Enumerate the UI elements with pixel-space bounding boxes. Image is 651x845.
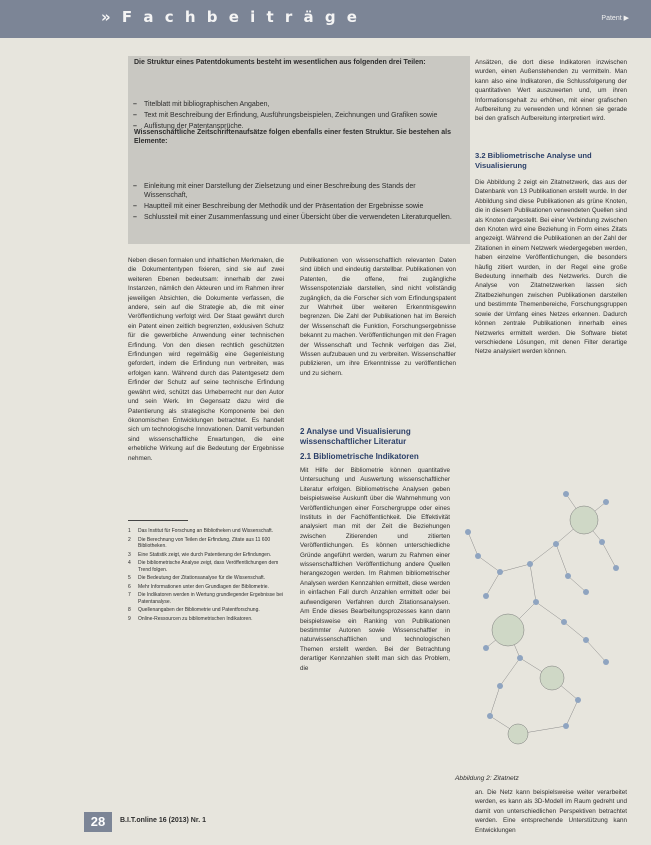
footnote-text: Mehr Informationen unter den Grundlagen der Bibliometrie. (138, 583, 269, 590)
subsection-heading: 2.1 Bibliometrische Indikatoren (300, 452, 419, 461)
footnote-text: Die Berechnung von Teilen der Erfindung, Zitate aus 11 600 Bibliotheken. (138, 536, 271, 549)
section-title: » F a c h b e i t r ä g e (101, 8, 360, 26)
footnote-number: 6 (128, 583, 131, 590)
footnote-number: 1 (128, 528, 131, 534)
list-item: – Titelblatt mit bibliographischen Angaben, (130, 100, 460, 109)
body-column-right-bottom (475, 788, 627, 836)
footnote-text: Das Institut für Forschung an Bibliotheken und Wissenschaft. (138, 528, 274, 534)
footnote-number: 7 (128, 592, 131, 598)
footnote (128, 552, 284, 559)
footnote-number: 2 (128, 536, 131, 543)
subsection-heading: 3.2 Bibliometrische Analyse und Visualisierung (475, 151, 592, 170)
body-paragraph: Mit Hilfe der Bibliometrie können quantitative Untersuchung und Auswertung wissenschaftlicher Literatur erfolgen. Bibliometrische Analysen geben beispielsweise Auskunft über die Wahrnehmung von Veröffentlichungen einer Forschergruppe oder eines Instituts in der Fachöffentlichkeit. Die Effektivität analysiert man mit der Zeit die Beziehungen zwischen Zitierenden und zitierten Veröffentlichungen. Es können unterschiedliche Gründe angeführt werden, warum zu Rahmen einer wissenschaftlichen Veröffentlichung andere Quellen herangezogen werden. Im Rahmen bibliometrischer Analysen werden Kennzahlen ermittelt, diese werden in einfachen Fall durch Anzahlen ermittelt oder bei aufwendigeren Verfahren durch Zitationsanalysen. Am Ende dieses Bearbeitungsprozesses kann dann beispielsweise ein Ranking von Publikationen bestimmter Autoren sowie Wissenschaftler in naturwissenschaftlichen und technologischen Themen erstellt werden. Bei der Betrachtung derartiger Kennzahlen stellt man sich das Problem, die (300, 467, 450, 672)
body-column-middle (300, 256, 456, 424)
footnote (128, 616, 284, 623)
figure-caption: Abbildung 2: Zitatnetz (455, 775, 519, 782)
footnote-text: Die Indikatoren werden in Wertung grundlegender Ergebnisse bei Patentanalyse. (138, 592, 283, 605)
box-list-paper (130, 182, 460, 224)
journal-citation: B.I.T.online 16 (2013) Nr. 1 (120, 817, 206, 824)
section-tag: Patent ▶ (601, 15, 629, 22)
list-item: – Schlussteil mit einer Zusammenfassung und einer Übersicht über die verwendeten Literaturquellen. (130, 213, 460, 222)
section-header-bar (0, 0, 651, 38)
footnote (128, 528, 284, 535)
body-paragraph: Ansätzen, die dort diese Indikatoren inzwischen wurden, einen Außenstehenden zu vermitteln. Man kann also eine Indikatoren, die Schlussfolgerung der quantitativen Wert auszuwerten und, um ihren Informationsgehalt zu erhöhen, mit einer grafischen Aufbereitung zu verwenden und können sie gerade bei den grafisch Aufbereitung interpretiert wird. (475, 59, 627, 123)
footnote-text: Eine Statistik zeigt, wie durch Patentierung der Erfindungen. (138, 551, 272, 558)
body-paragraph: Publikationen von wissenschaftlich relevanten Daten sind üblich und eindeutig darstellbar. Publikationen von Patenten, die offene, frei zugängliche Wissenspotenziale darstellen, sind nicht vollständig zugänglich, da die Forscher sich vom Erfindungspatent zur Wahrheit über weiteren Erkenntnisgewinn begrenzen. Die Zahl der Publikationen hat im Bereich der Wissenschaft die Funktion, Forschungsergebnisse bekannt zu machen. Veröffentlichungen mit den Fragen der Wissenschaft und Technik verfolgen das Ziel, Wissen aufzubauen und zu verbreiten. Wissenschaftler publizieren, um ihre Erkenntnisse zu veröffentlichen und zu sichern. (300, 257, 456, 377)
body-column-right-top (475, 58, 627, 146)
list-item: – Hauptteil mit einer Beschreibung der Methodik und der Präsentation der Ergebnisse sowie (130, 202, 460, 211)
list-item: – Auflistung der Patentansprüche. (130, 122, 460, 131)
footnote (128, 537, 284, 550)
section-heading: 2 Analyse und Visualisierung wissenschaftlicher Literatur (300, 427, 411, 446)
footnote-text: Quellenangaben der Bibliometrie und Patentforschung. (138, 607, 260, 613)
footnote-text: Die bibliometrische Analyse zeigt, dass Veröffentlichungen dem Trend folgen. (138, 560, 279, 573)
body-column-left (128, 256, 284, 494)
page-number: 28 (84, 812, 112, 832)
list-item: – Einleitung mit einer Darstellung der Zielsetzung und einer Beschreibung des Stands der Wissenschaft, (130, 182, 460, 200)
footnote (128, 560, 284, 573)
body-paragraph: an. Die Netz kann beispielsweise weiter verarbeitet werden, es kann als 3D-Modell im Raum gedreht und damit von unterschiedlichen Perspektiven betrachtet werden. Eine entsprechende Unterstützung kann Entwicklungen (475, 789, 627, 834)
footnotes (128, 528, 284, 818)
footnote-number: 4 (128, 560, 131, 566)
footnote (128, 575, 284, 582)
box-intro-text-2: Wissenschaftliche Zeitschriftenaufsätze folgen ebenfalls einer festen Struktur. Sie bestehen als Elemente: (134, 129, 451, 145)
footnote-text: Online-Ressourcen zu bibliometrischen Indikatoren. (138, 615, 253, 622)
body-paragraph: Neben diesen formalen und inhaltlichen Merkmalen, die die Dokumententypen fixieren, sind sie auf zwei weiteren Ebenen bedeutsam: innerhalb der zwei Instanzen, nämlich den Akteuren und im Rahmen ihrer jeweiligen Absichten, die Dokumente verfassen, die andere, sein auf die Strategie ab, die mit einer Veröffentlichung verfolgt wird. Der Staat gewährt durch ein Patent einen zeitlich begrenzten, exklusiven Schutz für die gewerbliche Anwendung einer technischen Erfindung. Von den diesen rechtlich geschützten Erfindungen wird regelmäßig eine Gegenleistung gefordert, indem die Erfindung nun verbreiten, was erfolgen kann. Während durch das Patentgesetz dem Erfinder der Schutz auf seine technische Erfindung gewährt wird, schützt das Urheberrecht nur den Autor und sein Werk. Im Gegensatz dazu wird die Patentierung als strategische Komponente bei den ökonomischen Entwicklungen betrachtet. Es handelt sich um technologische Innovationen. Damit verbunden sind wissenschaftliche Erwartungen, die eine erhebliche Wirkung auf die Bedeutung der Ergebnisse nehmen. (128, 257, 284, 462)
footnote (128, 607, 284, 614)
footnote-text: Die Bedeutung der Zitationsanalyse für die Wissenschaft. (138, 575, 266, 581)
box-intro-text: Die Struktur eines Patentdokuments besteht im wesentlichen aus folgenden drei Teilen: (134, 59, 426, 66)
footnote (128, 592, 284, 605)
footnote-number: 5 (128, 575, 131, 581)
body-paragraph: Die Abbildung 2 zeigt ein Zitatnetzwerk, das aus der Datenbank von 13 Publikationen erstellt wurde. In der Abbildung sind diese Publikationen als grüne Knoten, die in diesem Publikationen verwendeten Quellen sind als Knoten dargestellt. Bei einer Verbindung zwischen den Knoten wird eine Beziehung in Form eines Zitats angezeigt. Während die Publikationen an der Zahl der Zitationen in einem Netzwerk wiedergegeben werden, haben einzelne Veröffentlichungen, die besonders häufig zitiert wurden, in der Regel eine große Bedeutung innerhalb des Netzwerks. Durch die Analyse von Zitatnetzwerken lassen sich Zitatbeziehungen zwischen Publikationen darstellen und bestimmte Themenbereiche, Forschungsgruppen sowie der Umfang eines Netzes erkennen. Dadurch können zentrale Publikationen innerhalb eines Netzwerks ermittelt werden. Die Software bietet verschiedene Lösungen, mit denen Filter derartige Netze analysiert werden können. (475, 179, 627, 356)
body-column-middle-bottom (300, 466, 450, 836)
footnote-number: 9 (128, 615, 131, 622)
info-box (128, 56, 470, 244)
footnote-divider (128, 520, 188, 521)
citation-network-figure (456, 472, 628, 778)
list-item: – Text mit Beschreibung der Erfindung, Ausführungsbeispielen, Zeichnungen und Grafiken sowie (130, 111, 460, 120)
footnote (128, 584, 284, 591)
footnote-number: 8 (128, 607, 131, 613)
footnote-number: 3 (128, 551, 131, 558)
body-column-right-middle (475, 178, 627, 476)
